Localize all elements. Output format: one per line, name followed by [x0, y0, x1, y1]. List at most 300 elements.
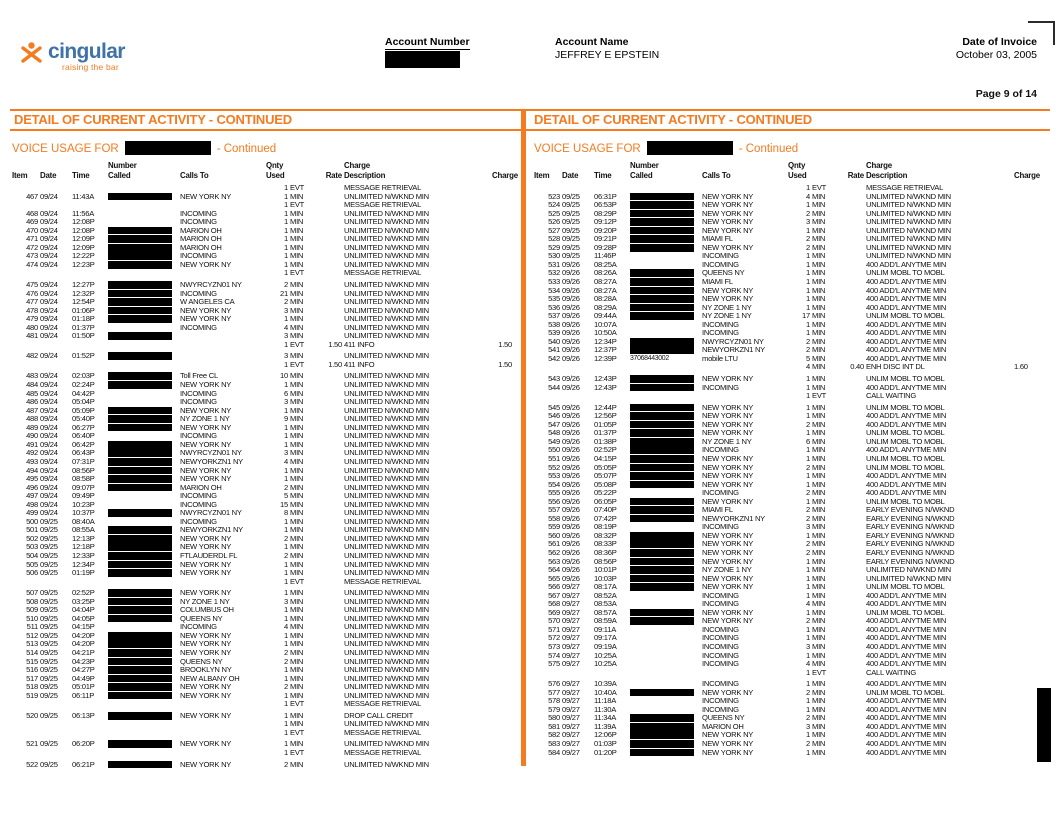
redacted-number-box [108, 543, 172, 551]
cell-charge-description: UNLIM MOBL TO MOBL [866, 311, 945, 321]
cell-qty-used: 1 [806, 650, 810, 660]
cell-time: 06:13P [72, 710, 95, 720]
cell-item: 512 [26, 630, 38, 640]
cell-calls-to: INCOMING [702, 659, 739, 669]
cell-date: 09/26 [562, 285, 580, 295]
cell-item: 496 [26, 482, 38, 492]
cell-qty-unit: MIN [812, 633, 826, 643]
redacted-number-box [108, 244, 172, 252]
cingular-logo-icon [18, 40, 48, 66]
cell-qty-unit: MIN [290, 191, 304, 201]
cell-qty-used: 1 [806, 302, 810, 312]
call-subrow [534, 392, 1020, 401]
cell-qty-unit: MIN [290, 482, 304, 492]
cell-qty-unit: MIN [812, 488, 826, 498]
cell-item: 493 [26, 456, 38, 466]
cell-number-called: 37068443002 [630, 354, 669, 362]
cell-time [594, 392, 628, 401]
cell-number-called [630, 210, 700, 219]
cell-date: 09/25 [562, 208, 580, 218]
cell-time [72, 700, 106, 709]
cell-date: 09/26 [562, 336, 580, 346]
cell-number-called [630, 634, 700, 643]
cell-qty-unit: MIN [812, 285, 826, 295]
cell-number-called [108, 552, 178, 561]
cell-charge [492, 552, 512, 561]
cell-time: 04:15P [594, 453, 617, 463]
cell-qty-unit: MIN [812, 268, 826, 278]
cell-date: 09/25 [40, 656, 58, 666]
cell-qty-unit: EVT [290, 268, 305, 278]
cell-date: 09/24 [40, 208, 58, 218]
cell-charge [492, 658, 512, 667]
cell-qty-used: 1 [284, 559, 288, 569]
cell-date: 09/25 [40, 568, 58, 578]
cell-number-called [108, 324, 178, 333]
cell-charge [1014, 218, 1020, 227]
cell-number-called [630, 617, 700, 626]
cell-number-called [630, 532, 700, 541]
cell-qty-used: 15 [280, 499, 288, 509]
cell-qty-used: 2 [806, 345, 810, 355]
cell-charge-description: UNLIMITED N/WKND MIN [344, 516, 429, 526]
cell-time: 03:25P [72, 596, 95, 606]
phone-number-redaction-box [647, 141, 733, 155]
cell-qty-unit: MIN [290, 380, 304, 390]
cell-charge [492, 683, 512, 692]
phone-number-redaction-box [125, 141, 211, 155]
cell-charge [492, 381, 512, 390]
cell-rate [838, 566, 864, 575]
cell-date: 09/25 [40, 613, 58, 623]
cell-date: 09/24 [40, 482, 58, 492]
cell-number-called [630, 329, 700, 338]
cell-qty-used: 1 [806, 445, 810, 455]
cell-item: 526 [548, 217, 560, 227]
cell-charge-description: UNLIM MOBL TO MOBL [866, 496, 945, 506]
cell-calls-to: NEW YORK NY [702, 462, 754, 472]
cell-charge-description: 400 ADD'L ANYTME MIN [866, 294, 947, 304]
cell-date: 09/26 [562, 445, 580, 455]
cell-time: 12:09P [72, 242, 95, 252]
cell-qty-used: 1 [806, 402, 810, 412]
cell-item: 511 [26, 622, 38, 632]
redacted-number-box [108, 261, 172, 269]
cell-charge-description: UNLIMITED N/WKND MIN [344, 739, 429, 749]
cell-calls-to: NWYRCYZN01 NY [702, 336, 764, 346]
cell-charge: 1.50 [498, 339, 512, 349]
cell-time: 09:20P [594, 225, 617, 235]
cell-rate: 1.50 [328, 339, 342, 349]
cell-charge [1014, 723, 1020, 732]
redacted-number-box [108, 740, 172, 748]
cell-number-called [108, 518, 178, 527]
cell-charge [492, 589, 512, 598]
cell-time: 12:39P [594, 353, 617, 363]
redacted-number-box [630, 583, 694, 591]
cell-charge [492, 390, 512, 399]
cell-time: 11:30A [594, 704, 617, 714]
cell-qty-used: 1 [284, 234, 288, 244]
cell-qty-used: 2 [806, 539, 810, 549]
cell-qty-unit: MIN [812, 453, 826, 463]
cell-charge [1014, 184, 1020, 193]
cell-date: 09/24 [40, 456, 58, 466]
cell-charge-description: 400 ADD'L ANYTME MIN [866, 616, 947, 626]
redacted-number-box [630, 464, 694, 472]
cell-date: 09/24 [40, 431, 58, 441]
cell-calls-to: INCOMING [180, 397, 217, 407]
col-header-charge-top: Charge [866, 161, 892, 170]
redacted-number-box [630, 421, 694, 429]
cell-number-called [108, 740, 178, 749]
cell-item: 473 [26, 251, 38, 261]
cell-rate [838, 287, 864, 296]
cell-charge-description: UNLIMITED N/WKND MIN [344, 225, 429, 235]
redacted-number-box [108, 692, 172, 700]
cell-charge [1014, 558, 1020, 567]
cell-qty-unit: MIN [290, 242, 304, 252]
cell-charge [1014, 489, 1020, 498]
cell-qty-unit: MIN [812, 747, 826, 757]
cell-qty-used: 3 [284, 331, 288, 341]
cell-time: 08:52A [594, 590, 617, 600]
cell-time: 10:40A [594, 687, 617, 697]
cell-date: 09/26 [562, 539, 580, 549]
redacted-number-box [108, 606, 172, 614]
cell-calls-to: INCOMING [702, 522, 739, 532]
cell-qty-unit: MIN [812, 251, 826, 261]
cell-calls-to: NEW YORK NY [180, 647, 232, 657]
col-header-qnty: Qnty [266, 161, 284, 170]
cell-rate [838, 193, 864, 202]
cell-rate [316, 441, 342, 450]
cell-qty-unit: MIN [290, 405, 304, 415]
cell-calls-to: NEW YORK NY [180, 682, 232, 692]
cell-charge [492, 210, 512, 219]
cell-number-called [108, 761, 178, 770]
cell-charge [1014, 714, 1020, 723]
cell-qty-used: 1 [806, 679, 810, 689]
cell-rate [838, 421, 864, 430]
cell-number-called [630, 287, 700, 296]
section-band-top-rule [10, 109, 1050, 111]
cell-charge [492, 252, 512, 261]
cell-rate [838, 498, 864, 507]
cell-qty-unit: MIN [812, 402, 826, 412]
cell-number-called [630, 193, 700, 202]
cell-date: 09/25 [40, 673, 58, 683]
cell-calls-to: INCOMING [702, 624, 739, 634]
cell-item: 553 [548, 471, 560, 481]
cell-time: 11:34A [594, 713, 617, 723]
cell-charge-description: UNLIMITED N/WKND MIN [344, 405, 429, 415]
cell-qty-used: 1 [284, 465, 288, 475]
cell-number-called [108, 484, 178, 493]
cell-calls-to: MARION OH [180, 234, 222, 244]
cell-time: 09:28P [594, 242, 617, 252]
cell-time: 08:53A [594, 599, 617, 609]
cell-date: 09/26 [562, 479, 580, 489]
cell-qty-unit: EVT [812, 667, 827, 677]
cell-calls-to [702, 669, 786, 678]
cell-rate [838, 617, 864, 626]
account-number-label: Account Number [385, 36, 470, 48]
cell-number-called [108, 281, 178, 290]
cell-qty-used: 1 [806, 633, 810, 643]
voice-usage-heading [534, 141, 1020, 158]
cell-qty-unit: MIN [812, 590, 826, 600]
col-header-charge: Charge [1014, 171, 1040, 180]
cell-item: 556 [548, 496, 560, 506]
redacted-number-box [630, 287, 694, 295]
cell-time: 08:56P [72, 465, 95, 475]
cell-item [12, 361, 38, 370]
redacted-number-box [108, 484, 172, 492]
cell-number-called [630, 660, 700, 669]
cell-time: 05:08P [594, 479, 617, 489]
cell-number-called [108, 201, 178, 210]
cell-qty-used: 2 [806, 713, 810, 723]
cell-charge [1014, 455, 1020, 464]
cell-date: 09/24 [40, 259, 58, 269]
cell-date: 09/27 [562, 641, 580, 651]
cell-calls-to: INCOMING [702, 704, 739, 714]
redacted-number-box [108, 615, 172, 623]
cell-calls-to: INCOMING [702, 319, 739, 329]
cell-charge [1014, 634, 1020, 643]
redacted-number-box [630, 384, 694, 392]
call-row [12, 692, 512, 701]
cell-calls-to: INCOMING [180, 431, 217, 441]
cell-charge [1014, 498, 1020, 507]
redacted-number-box [108, 467, 172, 475]
cell-number-called [108, 492, 178, 501]
cell-calls-to: NWYRCYZN01 NY [180, 280, 242, 290]
cell-qty-unit: MIN [290, 605, 304, 615]
cell-qty-used: 1 [284, 380, 288, 390]
cell-number-called [630, 438, 700, 447]
cell-calls-to: NEW YORK NY [180, 710, 232, 720]
cell-charge-description: MESSAGE RETRIEVAL [344, 576, 422, 586]
cell-item: 538 [548, 319, 560, 329]
cell-item: 572 [548, 633, 560, 643]
cell-date: 09/27 [562, 696, 580, 706]
cell-item: 477 [26, 297, 38, 307]
cell-charge [1014, 384, 1020, 393]
cell-rate [316, 424, 342, 433]
cell-date: 09/26 [562, 328, 580, 338]
cell-charge [492, 740, 512, 749]
cell-calls-to: NY ZONE 1 NY [702, 436, 752, 446]
cell-time: 12:08P [72, 217, 95, 227]
cell-rate [316, 372, 342, 381]
cell-charge [1014, 532, 1020, 541]
col-header-number: Number [630, 161, 659, 170]
cell-number-called [630, 464, 700, 473]
cell-charge-description: UNLIMITED N/WKND MIN [344, 491, 429, 501]
cell-rate [838, 278, 864, 287]
cell-rate [838, 749, 864, 758]
cell-time: 04:23P [72, 656, 95, 666]
redacted-number-box [108, 307, 172, 315]
cell-qty-used: 2 [806, 513, 810, 523]
cell-rate [316, 509, 342, 518]
cell-rate [316, 749, 342, 758]
cell-number-called [108, 535, 178, 544]
cell-qty-unit: MIN [812, 687, 826, 697]
cell-item: 503 [26, 542, 38, 552]
cell-item: 500 [26, 516, 38, 526]
cell-charge-description: UNLIMITED N/WKND MIN [344, 630, 429, 640]
cell-qty-unit: MIN [290, 322, 304, 332]
cell-item: 504 [26, 550, 38, 560]
cell-time: 09:21P [594, 234, 617, 244]
cell-item: 507 [26, 588, 38, 598]
cell-charge-description: UNLIMITED N/WKND MIN [344, 682, 429, 692]
cell-calls-to: INCOMING [702, 641, 739, 651]
cell-date: 09/26 [562, 505, 580, 515]
cell-qty-unit: MIN [812, 659, 826, 669]
cell-charge-description: MESSAGE RETRIEVAL [344, 748, 422, 757]
cell-time [72, 269, 106, 278]
cell-charge-description: UNLIMITED N/WKND MIN [344, 388, 429, 398]
cell-charge [1014, 680, 1020, 689]
cell-item [12, 341, 38, 350]
cell-number-called [108, 526, 178, 535]
cell-charge [492, 324, 512, 333]
redacted-number-box [108, 449, 172, 457]
col-header-date: Date [40, 171, 57, 180]
cell-time: 04:49P [72, 673, 95, 683]
cell-charge-description: 400 ADD'L ANYTME MIN [866, 411, 947, 421]
call-subrow [12, 749, 512, 758]
cell-date [40, 341, 70, 350]
cell-number-called [108, 640, 178, 649]
cell-calls-to: QUEENS NY [702, 268, 745, 278]
cell-qty-unit: MIN [290, 491, 304, 501]
cell-item: 569 [548, 607, 560, 617]
cell-qty-unit: MIN [812, 624, 826, 634]
cell-date: 09/25 [40, 710, 58, 720]
cell-charge-description: 400 ADD'L ANYTME MIN [866, 488, 947, 498]
cell-qty-used: 2 [284, 656, 288, 666]
cell-rate [838, 269, 864, 278]
cell-item [534, 669, 560, 678]
cell-time: 10:01P [594, 565, 617, 575]
cell-item: 584 [548, 747, 560, 757]
cell-calls-to: INCOMING [702, 259, 739, 269]
cell-charge-description: UNLIMITED N/WKND MIN [344, 208, 429, 218]
cell-qty-unit: MIN [290, 673, 304, 683]
cell-qty-used: 1 [284, 690, 288, 700]
cell-qty-unit: EVT [290, 183, 305, 192]
cell-qty-used: 8 [284, 508, 288, 518]
cell-calls-to [702, 392, 786, 401]
cell-calls-to: INCOMING [180, 388, 217, 398]
cell-charge-description: ENH DISC INT DL [866, 362, 925, 372]
cell-time: 06:27P [72, 422, 95, 432]
redacted-number-box [108, 298, 172, 306]
cell-time: 11:43A [72, 191, 95, 201]
cell-qty-used: 2 [806, 242, 810, 252]
cell-charge-description: EARLY EVENING N/WKND [866, 530, 955, 540]
cell-charge [1014, 481, 1020, 490]
cell-qty-used: 1 [284, 748, 288, 757]
cell-rate [838, 489, 864, 498]
cell-date: 09/26 [562, 382, 580, 392]
cell-calls-to: NEW YORK NY [180, 542, 232, 552]
cell-item: 537 [548, 311, 560, 321]
cell-charge-description: UNLIM MOBL TO MOBL [866, 374, 945, 384]
cell-time: 12:27P [72, 280, 95, 290]
cell-rate [316, 269, 342, 278]
cell-qty-unit: MIN [290, 297, 304, 307]
cell-rate [838, 652, 864, 661]
redacted-number-box [630, 515, 694, 523]
cell-time: 05:01P [72, 682, 95, 692]
cell-rate [838, 329, 864, 338]
cell-item: 548 [548, 428, 560, 438]
redacted-number-box [630, 312, 694, 320]
cell-number-called [108, 261, 178, 270]
cell-time: 02:52P [594, 445, 617, 455]
cell-charge-description: 400 ADD'L ANYTME MIN [866, 650, 947, 660]
cell-number-called [630, 481, 700, 490]
cell-item: 583 [548, 739, 560, 748]
cell-number-called [630, 575, 700, 584]
cell-time: 11:18A [594, 696, 617, 706]
cell-qty-used: 2 [806, 234, 810, 244]
cell-time: 12:34P [594, 336, 617, 346]
cell-time: 08:58P [72, 474, 95, 484]
cell-calls-to: NEWYORKZN1 NY [702, 345, 765, 355]
cell-charge [1014, 287, 1020, 296]
cell-qty-unit: MIN [812, 419, 826, 429]
cell-rate [316, 683, 342, 692]
cell-calls-to: INCOMING [180, 251, 217, 261]
cell-calls-to: QUEENS NY [180, 656, 223, 666]
cell-calls-to: NEW YORK NY [180, 259, 232, 269]
cell-qty-unit: MIN [290, 533, 304, 543]
cell-charge-description: UNLIM MOBL TO MOBL [866, 582, 945, 592]
cell-rate [838, 384, 864, 393]
cell-rate [838, 252, 864, 261]
cell-qty-unit: EVT [812, 391, 827, 401]
cell-rate [316, 552, 342, 561]
cell-calls-to: NEW YORK NY [180, 422, 232, 432]
cell-charge [492, 632, 512, 641]
cell-time: 02:03P [72, 371, 95, 381]
cell-qty-unit: MIN [812, 730, 826, 740]
redacted-number-box [108, 441, 172, 449]
cell-item: 480 [26, 322, 38, 332]
cell-rate [316, 290, 342, 299]
cell-calls-to: NY ZONE 1 NY [180, 596, 230, 606]
cell-rate [838, 523, 864, 532]
cell-qty-used: 2 [284, 550, 288, 560]
cell-qty-unit: MIN [812, 328, 826, 338]
cell-qty-unit: MIN [290, 439, 304, 449]
cell-qty-used: 3 [806, 641, 810, 651]
cell-date: 09/26 [562, 522, 580, 532]
cell-rate [316, 561, 342, 570]
cell-charge [492, 398, 512, 407]
cell-number-called [108, 632, 178, 641]
cell-calls-to: INCOMING [702, 696, 739, 706]
redacted-number-box [108, 598, 172, 606]
cell-number-called [108, 352, 178, 361]
